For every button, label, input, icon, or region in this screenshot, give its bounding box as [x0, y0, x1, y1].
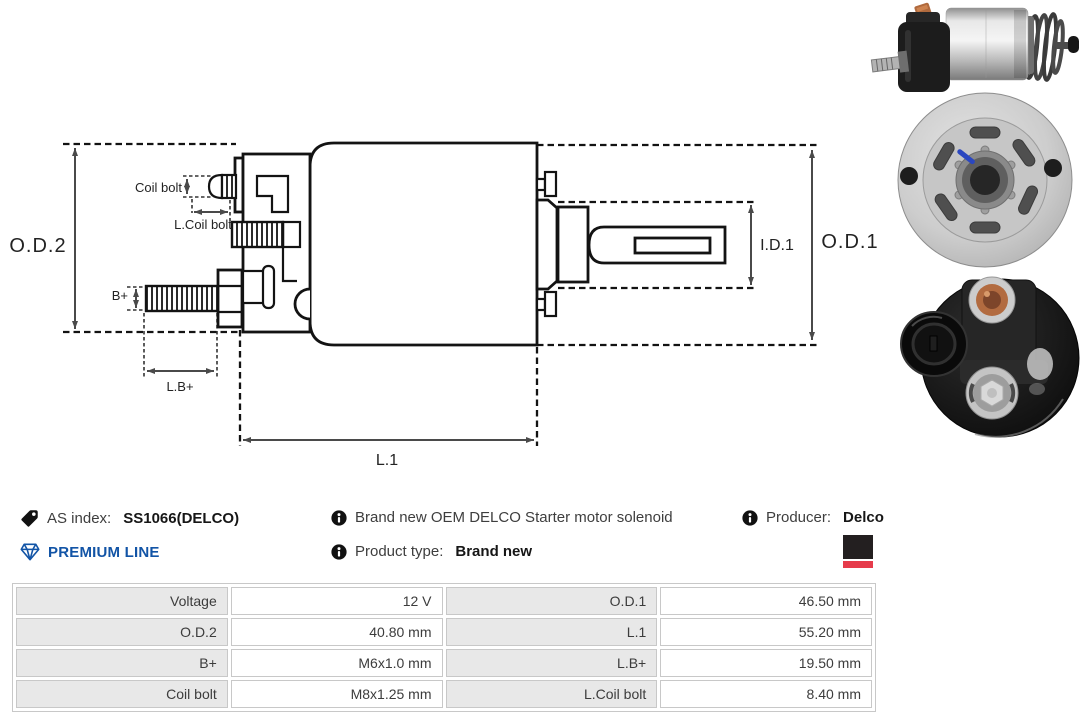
pin-tip — [1068, 36, 1079, 53]
spec-table — [12, 583, 876, 712]
description-text: Brand new OEM DELCO Starter motor solenoid — [355, 509, 673, 526]
l-b-plus-label: L.B+ — [166, 379, 194, 394]
od1-label: O.D.1 — [821, 231, 879, 253]
as-index-label: AS index: — [47, 510, 112, 527]
product-photo-side-view[interactable] — [868, 2, 1080, 98]
body-shadow — [1014, 10, 1026, 78]
mount-hole-right — [1044, 159, 1062, 177]
reflection-patch-small — [1029, 383, 1045, 395]
spec-value: 12 V — [231, 587, 443, 615]
spec-value: 19.50 mm — [660, 649, 872, 677]
table-row — [16, 649, 872, 677]
spec-value: 46.50 mm — [660, 587, 872, 615]
solenoid-body — [310, 143, 537, 345]
spec-label: O.D.2 — [16, 618, 228, 646]
coil-bolt-rod — [232, 222, 300, 247]
table-row — [16, 618, 872, 646]
premium-line-label: PREMIUM LINE — [48, 543, 160, 561]
product-photo-front-view[interactable] — [890, 92, 1080, 270]
bottom-terminal — [966, 367, 1018, 419]
table-row — [16, 587, 872, 615]
spec-value: 40.80 mm — [231, 618, 443, 646]
spec-label: L.Coil bolt — [446, 680, 658, 708]
spec-label: Coil bolt — [16, 680, 228, 708]
spec-value: M6x1.0 mm — [231, 649, 443, 677]
producer-value: Delco — [843, 509, 884, 526]
copper-terminal — [969, 277, 1015, 323]
as-index — [20, 509, 239, 528]
id1-label: I.D.1 — [760, 237, 794, 254]
spec-value: 8.40 mm — [660, 680, 872, 708]
center-bore — [970, 165, 1000, 195]
diamond-icon — [20, 543, 40, 561]
product-type-label: Product type: — [355, 543, 444, 560]
spec-label: Voltage — [16, 587, 228, 615]
tag-icon — [20, 509, 39, 528]
connector-socket — [901, 312, 967, 376]
mount-hole-left — [900, 167, 918, 185]
od2-label: O.D.2 — [9, 235, 67, 257]
info-icon — [742, 510, 758, 526]
spec-label: L.1 — [446, 618, 658, 646]
spec-value: M8x1.25 mm — [231, 680, 443, 708]
coil-bolt-part — [209, 175, 236, 198]
l-coil-bolt-label: L.Coil bolt — [174, 217, 232, 232]
producer-logo-black — [843, 535, 873, 559]
product-type-value: Brand new — [455, 543, 533, 560]
spec-label: O.D.1 — [446, 587, 658, 615]
producer-logo — [843, 535, 873, 568]
coil-bolt-label: Coil bolt — [135, 180, 182, 195]
premium-line-badge[interactable] — [20, 543, 160, 561]
technical-drawing — [0, 128, 880, 480]
spec-label: B+ — [16, 649, 228, 677]
threaded-stud — [871, 51, 909, 76]
product-type — [331, 543, 532, 560]
producer-label: Producer: — [766, 509, 832, 526]
as-index-value: SS1066(DELCO) — [123, 510, 240, 527]
plunger-assembly — [537, 200, 725, 289]
producer-logo-red — [843, 561, 873, 568]
info-icon — [331, 544, 347, 560]
b-plus-label: B+ — [111, 288, 128, 303]
table-row — [16, 680, 872, 708]
product-photo-back-view[interactable] — [900, 268, 1080, 452]
producer — [742, 509, 884, 526]
spec-value: 55.20 mm — [660, 618, 872, 646]
reflection-patch — [1027, 348, 1053, 380]
l1-label: L.1 — [375, 452, 399, 469]
info-icon — [331, 510, 347, 526]
spec-label: L.B+ — [446, 649, 658, 677]
product-description — [331, 509, 673, 526]
